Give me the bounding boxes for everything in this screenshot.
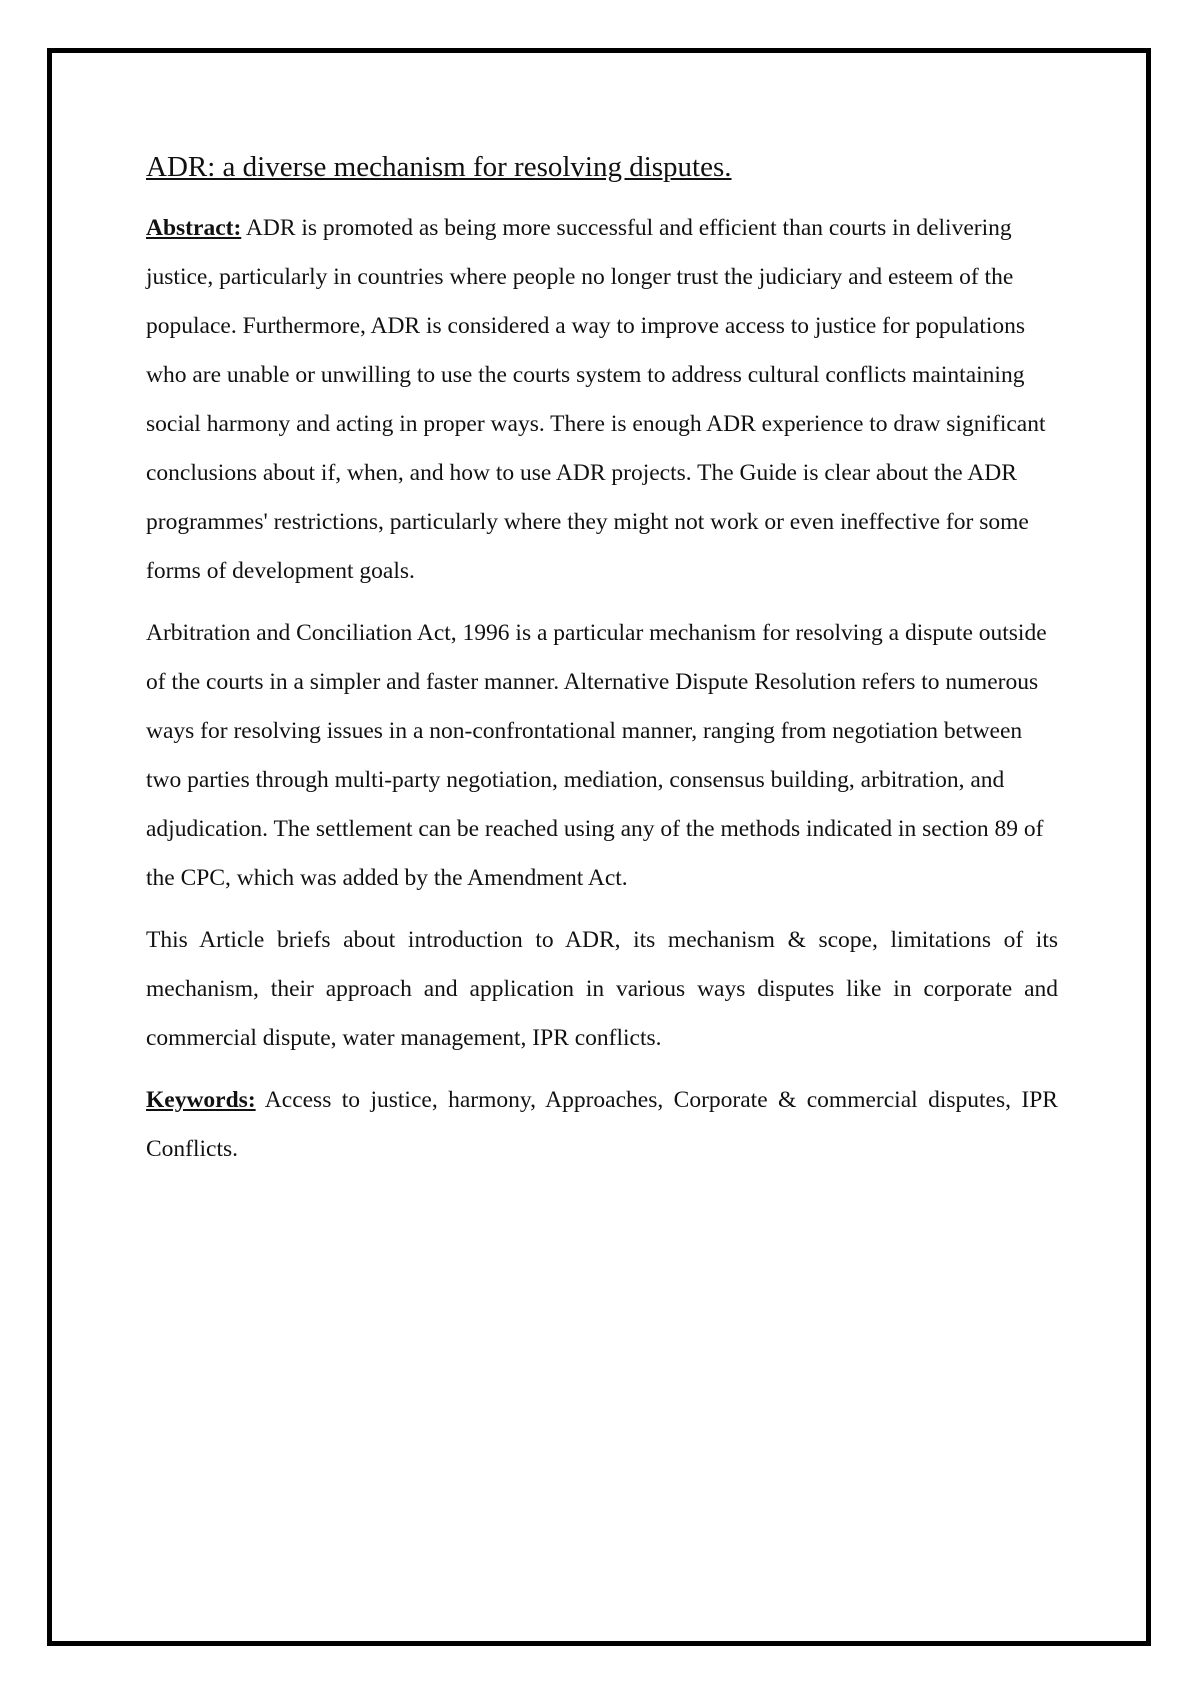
abstract-text: ADR is promoted as being more successful and efficient than courts in delivering justice, particularly in countries where people no longer trust the judiciary and esteem of the populace. Furthermore, ADR is considered a way to improve access to justice for populations who are unable or unwilling to use the courts system to address cultural conflicts maintaining social harmony and acting in proper ways. There is enough ADR experience to draw significant conclusions about if, when, and how to use ADR projects. The Guide is clear about the ADR programmes' restrictions, particularly where they might not work or even ineffective for some forms of development goals.	[146, 215, 1046, 584]
document-title: ADR: a diverse mechanism for resolving disputes.	[146, 151, 732, 183]
keywords-text: Access to justice, harmony, Approaches, Corporate & commercial disputes, IPR Conflicts.	[146, 1087, 1058, 1162]
body-paragraph-arbitration: Arbitration and Conciliation Act, 1996 is a particular mechanism for resolving a dispute outside of the courts in a simpler and faster manner. Alternative Dispute Resolution refers to numerous ways for resolving issues in a non-confrontational manner, ranging from negotiation between two parties through multi-party negotiation, mediation, consensus building, arbitration, and adjudication. The settlement can be reached using any of the methods indicated in section 89 of the CPC, which was added by the Amendment Act.	[146, 620, 1047, 891]
abstract-paragraph	[146, 204, 1058, 596]
keywords-paragraph	[146, 1076, 1058, 1174]
keywords-label: Keywords:	[146, 1087, 256, 1113]
body-paragraph-article-summary: This Article briefs about introduction to ADR, its mechanism & scope, limitations of its mechanism, their approach and application in various ways disputes like in corporate and commercial dispute, water management, IPR conflicts.	[146, 927, 1058, 1051]
abstract-label: Abstract:	[146, 215, 242, 241]
document-body	[146, 150, 1058, 1187]
